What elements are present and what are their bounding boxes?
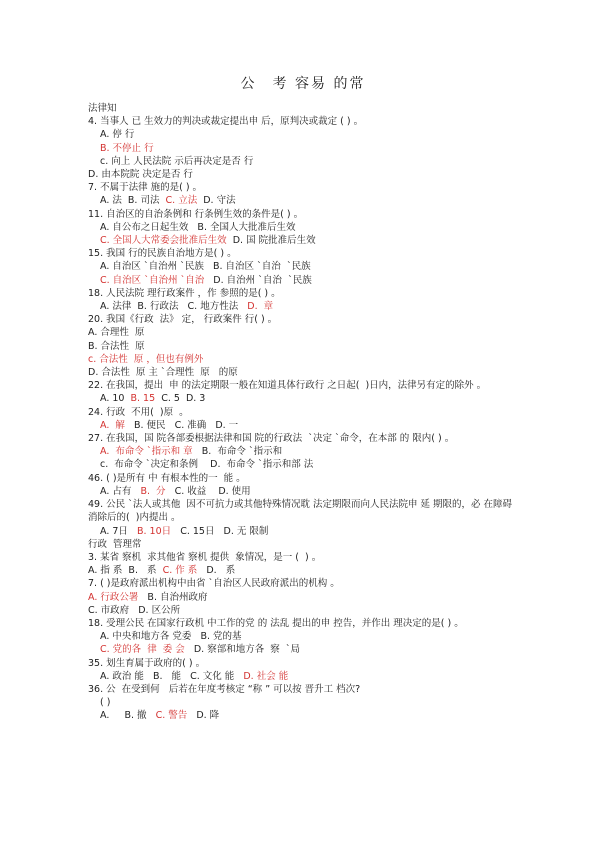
line-text: A. 10 <box>100 393 131 405</box>
answer-text: C. 立法 <box>165 195 198 207</box>
text-line <box>88 406 518 419</box>
text-line <box>88 525 518 538</box>
text-line <box>88 617 518 630</box>
text-line <box>88 313 518 326</box>
line-text: A. 指 系 B. 系 <box>88 565 163 577</box>
text-line <box>88 300 518 313</box>
line-text: C. 收益 D. 使用 <box>165 485 251 497</box>
line-text: D. 降 <box>187 710 220 722</box>
text-line <box>88 274 518 287</box>
line-text: B. 合法性 原 <box>88 340 145 352</box>
text-line <box>88 340 518 353</box>
line-text: 4. 当事人 已 生效力的判决或裁定提出申 后，原判决或裁定 ( ) 。 <box>88 116 364 128</box>
line-text: 18. 受理公民 在国家行政机 中工作的党 的 法乱 提出的申 控告，并作出 理决定的是( ) 。 <box>88 617 464 629</box>
answer-text: A. 行政公署 <box>88 591 139 603</box>
text-line <box>88 458 518 471</box>
answer-text: D. 社会 能 <box>243 670 289 682</box>
text-line <box>88 326 518 339</box>
line-text: ( ) <box>100 697 111 709</box>
line-text: 15. 我国 行的民族自治地方是( ) 。 <box>88 248 237 260</box>
text-line <box>88 683 518 696</box>
line-text: 7. ( )是政府派出机构中由省 `自治区人民政府派出的机构 。 <box>88 578 340 590</box>
text-line <box>88 208 518 221</box>
line-text: D. 国 院批准后生效 <box>226 235 316 247</box>
text-line <box>88 445 518 458</box>
text-line <box>88 155 518 168</box>
line-text: D. 合法性 原 主 `合理性 原 的原 <box>88 367 238 379</box>
line-text: A. 停 行 <box>100 129 135 141</box>
line-text: 3. 某省 察机 求其他省 察机 提供 象情况，是一 ( ) 。 <box>88 551 322 563</box>
answer-text: D. 章 <box>247 301 274 313</box>
line-text: 24. 行政 不用( )原 。 <box>88 406 189 418</box>
line-text: 法律知 <box>88 103 117 114</box>
line-text: D. 察部和地方各 察 `局 <box>184 644 301 656</box>
answer-text: B. 分 <box>140 485 166 497</box>
text-line <box>88 353 518 366</box>
text-line <box>88 604 518 617</box>
text-line <box>88 247 518 260</box>
text-line <box>88 366 518 379</box>
line-text: A. B. 撤 <box>100 710 156 722</box>
line-text: A. 中央和地方各 党委 B. 党的基 <box>100 631 242 643</box>
text-line <box>88 472 518 485</box>
text-line <box>88 432 518 445</box>
text-line <box>88 591 518 604</box>
answer-text: A. 解 <box>100 419 125 431</box>
line-text: C. 5 D. 3 <box>155 393 206 405</box>
text-line <box>88 670 518 683</box>
line-text: A. 合理性 原 <box>88 327 145 339</box>
line-text: A. 自公布之日起生效 B. 全国人大批准后生效 <box>100 221 296 233</box>
text-line <box>88 577 518 590</box>
line-text: B. 布命令 `指示和 <box>192 446 283 458</box>
line-text: A. 7日 <box>100 525 137 537</box>
text-line <box>88 419 518 432</box>
line-text: 7. 不属于法律 施的是( ) 。 <box>88 182 203 194</box>
line-text: C. 市政府 D. 区公所 <box>88 604 181 616</box>
answer-text: C. 警告 <box>155 710 188 722</box>
text-line <box>88 538 518 551</box>
line-text: c. 向上 人民法院 示后再决定是否 行 <box>100 155 254 167</box>
text-line <box>88 392 518 405</box>
answer-text: B. 10日 <box>136 525 172 537</box>
text-line <box>88 128 518 141</box>
line-text: 36. 公 在受到何 后若在年度考核定 “称 ” 可以按 晋升工 档次? <box>88 683 361 695</box>
answer-text: B. 15 <box>130 393 156 405</box>
text-line <box>88 643 518 656</box>
answer-text: A. 布命令 `指示和 章 <box>100 446 193 458</box>
line-text: D. 自治州 `自治 `民族 <box>204 274 312 286</box>
text-line <box>88 115 518 128</box>
text-line <box>88 287 518 300</box>
line-text: c. 布命令 `决定和条例 D. 布命令 `指示和部 法 <box>100 459 314 471</box>
line-text: C. 15日 D. 无 限制 <box>171 525 269 537</box>
text-line <box>88 498 518 524</box>
line-text: 行政 管理常 <box>88 538 142 550</box>
line-text: A. 政治 能 B. 能 C. 文化 能 <box>100 670 244 682</box>
line-text: 11. 自治区的自治条例和 行条例生效的条件是( ) 。 <box>88 208 304 220</box>
text-line <box>88 657 518 670</box>
line-text: D. 系 <box>197 565 236 577</box>
line-text: 20. 我国《行政 法》 定， 行政案件 行( ) 。 <box>88 314 278 326</box>
line-text: B. 自治州政府 <box>138 591 208 603</box>
document-body <box>88 102 518 723</box>
text-line <box>88 630 518 643</box>
text-line <box>88 181 518 194</box>
line-text: A. 占有 <box>100 485 141 497</box>
line-text: A. 自治区 `自治州 `民族 B. 自治区 `自治 `民族 <box>100 261 311 273</box>
line-text: 49. 公民 `法人或其他 因不可抗力或其他特殊情况耽 法定期限而向人民法院申 延 期限的，必 在障碍消除后的( )内提出 。 <box>88 499 513 524</box>
text-line <box>88 142 518 155</box>
line-text: 35. 划生育属于政府的( ) 。 <box>88 657 206 669</box>
text-line <box>88 194 518 207</box>
answer-text: B. 不停止 行 <box>100 142 154 154</box>
text-line <box>88 260 518 273</box>
text-line <box>88 485 518 498</box>
line-text: D. 守法 <box>197 195 236 207</box>
text-line <box>88 551 518 564</box>
text-line <box>88 102 518 115</box>
text-line <box>88 221 518 234</box>
line-text: 18. 人民法院 理行政案件 ，作 参照的是( ) 。 <box>88 287 281 299</box>
answer-text: C. 党的各 律 委 会 <box>100 644 185 656</box>
text-line <box>88 709 518 722</box>
text-line <box>88 234 518 247</box>
document-page <box>88 74 518 723</box>
line-text: A. 法律 B. 行政法 C. 地方性法 <box>100 301 248 313</box>
document-title: 公 考 容易 的常 <box>240 76 366 92</box>
text-line <box>88 696 518 709</box>
line-text: B. 便民 C. 准确 D. 一 <box>124 419 239 431</box>
text-line <box>88 168 518 181</box>
line-text: 22. 在我国，提出 申 的法定期限一般在知道具体行政行 之日起( )日内，法律另有定的除外 。 <box>88 380 487 392</box>
answer-text: c. 合法性 原 ，但也有例外 <box>88 353 204 365</box>
line-text: D. 由本院院 决定是否 行 <box>88 169 193 181</box>
line-text: 27. 在我国，国 院各部委根据法律和国 院的行政法 `决定 `命令，在本部 的 限内( ) 。 <box>88 433 455 445</box>
answer-text: C. 作 系 <box>162 565 198 577</box>
answer-text: C. 全国人大常委会批准后生效 <box>100 235 227 247</box>
line-text: 46. ( )是所有 中 有根本性的一 能 。 <box>88 472 246 484</box>
answer-text: C. 自治区 `自治州 `自治 <box>100 274 205 286</box>
text-line <box>88 379 518 392</box>
line-text: A. 法 B. 司法 <box>100 195 166 207</box>
text-line <box>88 564 518 577</box>
